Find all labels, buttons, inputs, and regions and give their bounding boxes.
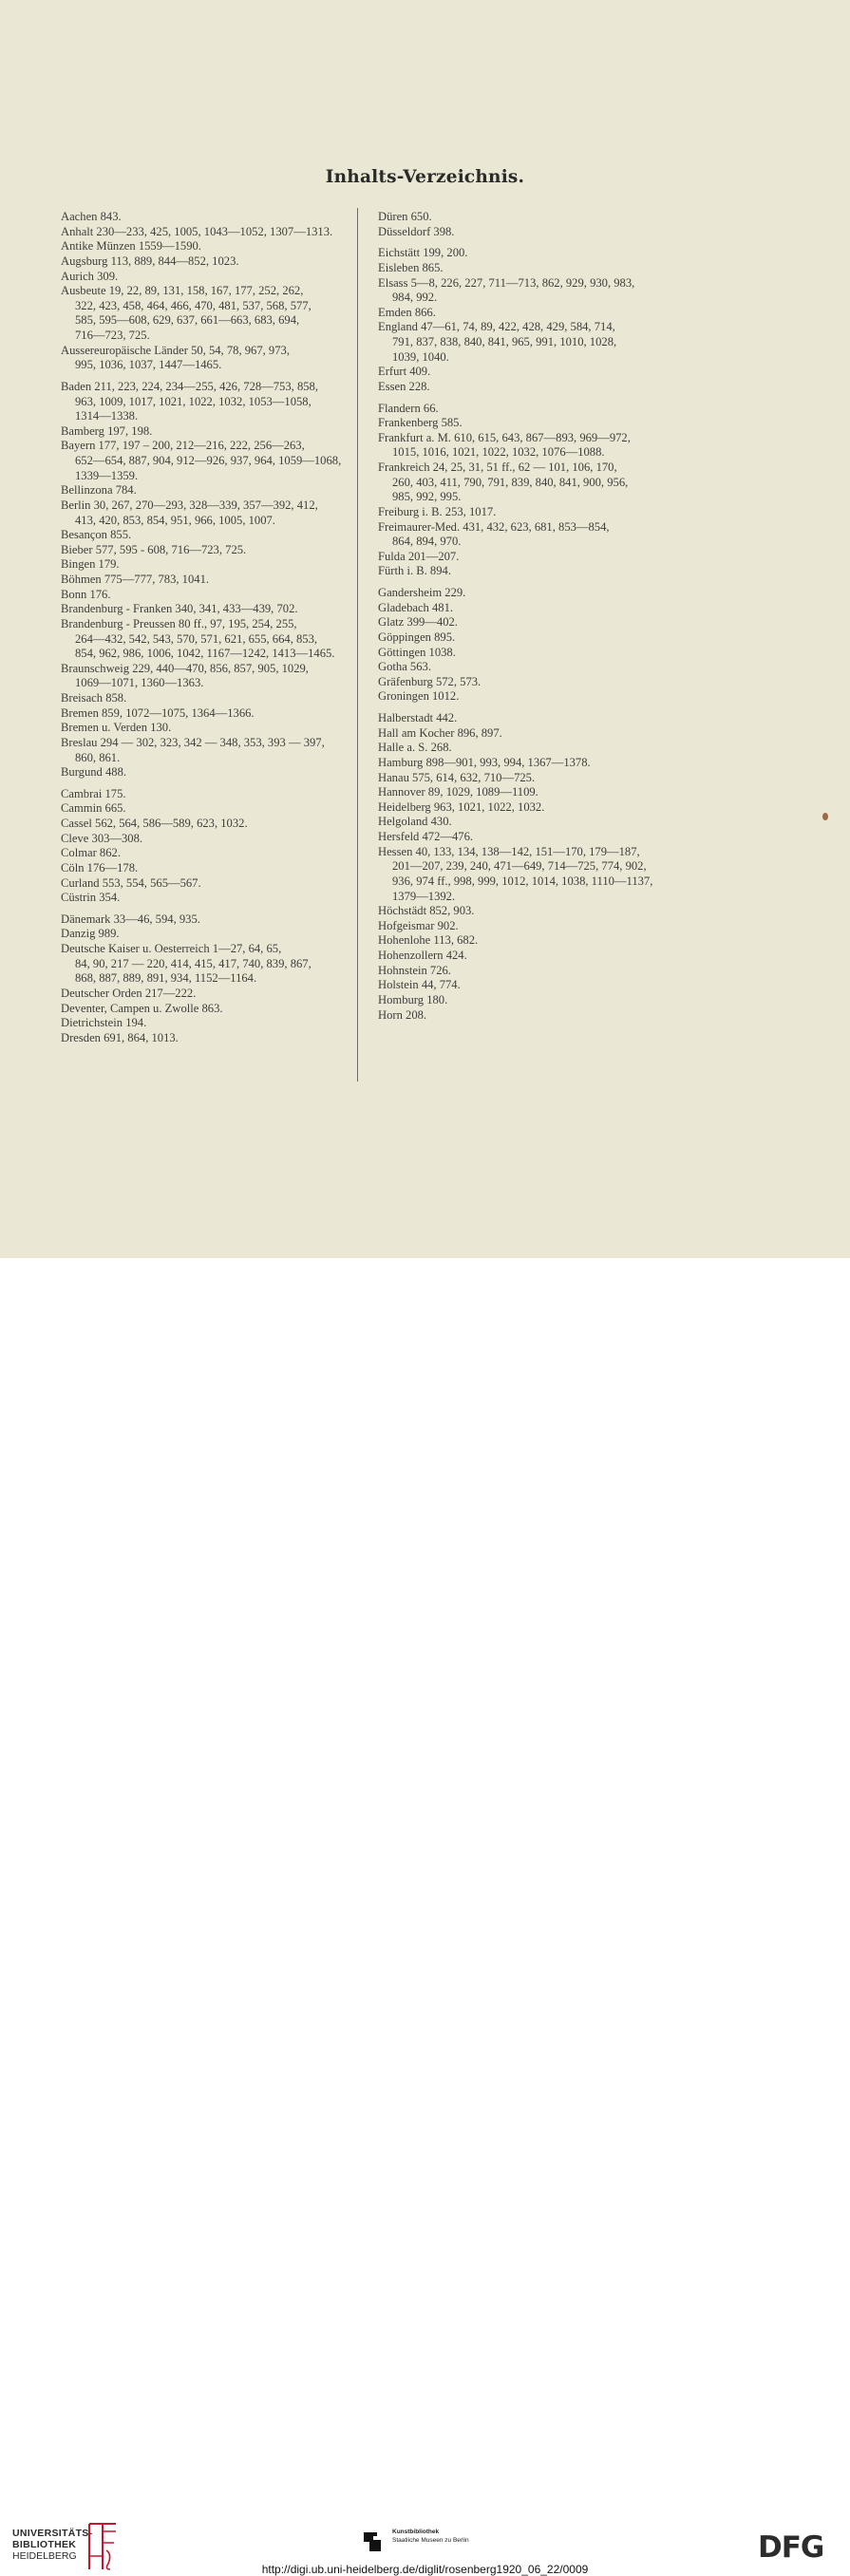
index-entry-line: Hamburg 898—901, 993, 994, 1367—1378. xyxy=(378,755,591,769)
index-entry xyxy=(378,402,672,417)
index-entry xyxy=(61,588,350,603)
index-entry xyxy=(61,1016,350,1031)
index-entry-line: Bellinzona 784. xyxy=(61,483,137,498)
index-entry xyxy=(61,801,350,817)
index-entry xyxy=(378,815,672,830)
index-entry-line: 963, 1009, 1017, 1021, 1022, 1032, 1053—1058, xyxy=(75,394,312,408)
index-entry-line: 984, 992. xyxy=(392,291,438,305)
index-entry-line: Bonn 176. xyxy=(61,587,111,601)
index-entry-line: Hofgeismar 902. xyxy=(378,918,459,932)
index-entry-line: 1069—1071, 1360—1363. xyxy=(75,676,204,690)
index-entry xyxy=(378,306,672,321)
index-entry-line: Curland 553, 554, 565—567. xyxy=(61,875,201,890)
index-entry-line: 84, 90, 217 — 220, 414, 415, 417, 740, 839, 867, xyxy=(75,956,312,970)
index-entry-line: Dietrichstein 194. xyxy=(61,1016,147,1030)
index-entry-line: Frankenberg 585. xyxy=(378,416,463,430)
index-entry-line: Groningen 1012. xyxy=(378,689,460,704)
index-entry-line: Cöln 176—178. xyxy=(61,860,139,874)
index-entry xyxy=(61,891,350,906)
index-entry xyxy=(378,550,672,565)
index-entry xyxy=(378,520,672,550)
index-entry xyxy=(61,284,350,344)
index-entry-line: Deutscher Orden 217—222. xyxy=(61,986,197,1000)
index-entry-line: Frankfurt a. M. 610, 615, 643, 867—893, 969—972, xyxy=(378,430,631,444)
index-entry xyxy=(378,320,672,365)
index-entry-line: Frankreich 24, 25, 31, 51 ff., 62 — 101, 106, 170, xyxy=(378,461,617,474)
index-entry xyxy=(378,210,672,225)
index-entry-line: 264—432, 542, 543, 570, 571, 621, 655, 664, 853, xyxy=(75,631,318,646)
index-entry-line: Gräfenburg 572, 573. xyxy=(378,674,482,688)
index-entry-line: 860, 861. xyxy=(75,750,121,764)
index-entry-line: Essen 228. xyxy=(378,379,430,393)
index-entry xyxy=(61,344,350,373)
index-entry-line: Göttingen 1038. xyxy=(378,645,456,659)
index-entry xyxy=(378,675,672,690)
index-entry xyxy=(378,601,672,616)
index-entry xyxy=(61,1002,350,1017)
index-entry-line: Aurich 309. xyxy=(61,269,119,283)
library-name-line2: BIBLIOTHEK xyxy=(12,2539,77,2550)
index-entry-line: Anhalt 230—233, 425, 1005, 1043—1052, 1307—1313. xyxy=(61,224,333,238)
index-entry xyxy=(61,662,350,691)
index-entry-line: Helgoland 430. xyxy=(378,815,452,829)
index-entry-line: Breisach 858. xyxy=(61,691,127,705)
index-entry xyxy=(378,741,672,756)
index-entry-line: Cleve 303—308. xyxy=(61,831,143,845)
kunstbibliothek-logo-text[interactable] xyxy=(392,2528,469,2545)
index-entry xyxy=(61,210,350,225)
index-entry xyxy=(378,261,672,276)
index-entry xyxy=(61,736,350,765)
index-entry-line: Berlin 30, 267, 270—293, 328—339, 357—392, 412, xyxy=(61,498,318,512)
index-entry xyxy=(61,787,350,802)
index-entry-line: Dänemark 33—46, 594, 935. xyxy=(61,912,200,926)
index-entry xyxy=(378,964,672,979)
index-entry-line: Cassel 562, 564, 586—589, 623, 1032. xyxy=(61,817,248,830)
index-entry xyxy=(378,933,672,949)
index-entry-line: 585, 595—608, 629, 637, 661—663, 683, 694, xyxy=(75,313,300,328)
index-entry-line: Hall am Kocher 896, 897. xyxy=(378,725,502,740)
index-entry xyxy=(378,276,672,306)
index-entry xyxy=(378,830,672,845)
index-entry-line: Brandenburg - Preussen 80 ff., 97, 195, 254, 255, xyxy=(61,616,297,630)
index-entry-line: Heidelberg 963, 1021, 1022, 1032. xyxy=(378,799,545,814)
index-entry-line: Freiburg i. B. 253, 1017. xyxy=(378,504,497,518)
index-entry-line: Fürth i. B. 894. xyxy=(378,564,451,578)
index-entry-line: Antike Münzen 1559—1590. xyxy=(61,239,201,254)
index-entry-line: Hohenzollern 424. xyxy=(378,949,467,962)
index-entry-line: Dresden 691, 864, 1013. xyxy=(61,1030,179,1044)
index-entry-line: Aachen 843. xyxy=(61,210,122,223)
index-entry-line: 1314—1338. xyxy=(75,409,139,423)
scanned-page xyxy=(0,0,850,1258)
index-entry xyxy=(378,711,672,726)
dfg-logo[interactable]: DFG xyxy=(758,2530,824,2565)
index-entry xyxy=(378,380,672,395)
index-entry-line: Gotha 563. xyxy=(378,660,431,674)
index-entry xyxy=(378,845,672,905)
index-entry xyxy=(61,498,350,528)
index-entry xyxy=(61,543,350,558)
index-entry-line: England 47—61, 74, 89, 422, 428, 429, 584, 714, xyxy=(378,320,615,334)
index-entry xyxy=(378,630,672,646)
index-entry xyxy=(61,691,350,706)
index-entry xyxy=(378,800,672,816)
index-entry-line: Ausbeute 19, 22, 89, 131, 158, 167, 177, 252, 262, xyxy=(61,284,304,298)
index-entry-line: Emden 866. xyxy=(378,305,436,319)
index-entry-line: Gladebach 481. xyxy=(378,600,454,614)
index-entry xyxy=(61,225,350,240)
index-entry xyxy=(378,785,672,800)
index-entry-line: 260, 403, 411, 790, 791, 839, 840, 841, 900, 956, xyxy=(392,475,629,489)
kb-name-line1: Kunstbibliothek xyxy=(392,2529,440,2535)
index-entry-line: Hanau 575, 614, 632, 710—725. xyxy=(378,770,536,784)
index-entry-line: 322, 423, 458, 464, 466, 470, 481, 537, 568, 577, xyxy=(75,298,312,312)
index-entry-line: 1339—1359. xyxy=(75,468,139,482)
index-entry-line: Deutsche Kaiser u. Oesterreich 1—27, 64, 65, xyxy=(61,942,282,955)
index-entry-line: 1015, 1016, 1021, 1022, 1032, 1076—1088. xyxy=(392,445,605,460)
index-entry-line: Augsburg 113, 889, 844—852, 1023. xyxy=(61,254,239,268)
index-entry-line: Burgund 488. xyxy=(61,765,127,780)
index-entry-line: Böhmen 775—777, 783, 1041. xyxy=(61,573,210,586)
index-entry-line: Hersfeld 472—476. xyxy=(378,830,474,843)
index-entry-line: Cambrai 175. xyxy=(61,786,126,800)
index-entry-line: Eisleben 865. xyxy=(378,260,444,274)
index-entry xyxy=(378,431,672,461)
index-entry-line: Bieber 577, 595 - 608, 716—723, 725. xyxy=(61,542,247,556)
kunstbibliothek-logo-icon[interactable] xyxy=(362,2530,385,2553)
index-entry xyxy=(61,573,350,588)
index-entry-line: 995, 1036, 1037, 1447—1465. xyxy=(75,358,222,372)
index-entry xyxy=(378,756,672,771)
index-entry xyxy=(61,557,350,573)
index-entry-line: Düren 650. xyxy=(378,210,432,223)
index-entry xyxy=(378,993,672,1008)
index-entry-line: Fulda 201—207. xyxy=(378,549,460,563)
index-entry-line: Eichstätt 199, 200. xyxy=(378,246,468,260)
index-entry-line: Baden 211, 223, 224, 234—255, 426, 728—753, 858, xyxy=(61,379,318,393)
index-entry xyxy=(61,832,350,847)
index-entry-line: Glatz 399—402. xyxy=(378,615,458,630)
index-entry xyxy=(378,726,672,742)
index-entry xyxy=(61,254,350,270)
index-entry xyxy=(61,1031,350,1046)
index-entry xyxy=(378,689,672,705)
index-entry xyxy=(378,919,672,934)
index-entry-line: Höchstädt 852, 903. xyxy=(378,904,475,918)
index-entry xyxy=(378,771,672,786)
index-entry-line: Homburg 180. xyxy=(378,992,448,1006)
index-entry xyxy=(378,615,672,630)
library-name-line3: HEIDELBERG xyxy=(12,2550,77,2562)
index-entry-line: 868, 887, 889, 891, 934, 1152—1164. xyxy=(75,971,257,986)
index-entry xyxy=(378,646,672,661)
index-entry-line: Deventer, Campen u. Zwolle 863. xyxy=(61,1001,223,1015)
index-entry-line: Bayern 177, 197 – 200, 212—216, 222, 256—263, xyxy=(61,439,305,453)
index-entry-line: 854, 962, 986, 1006, 1042, 1167—1242, 1413—1465. xyxy=(75,647,335,661)
index-entry xyxy=(61,765,350,780)
permalink-url[interactable]: http://digi.ub.uni-heidelberg.de/diglit/rosenberg1920_06_22/0009 xyxy=(261,2563,589,2576)
index-entry xyxy=(378,978,672,993)
index-entry-line: 201—207, 239, 240, 471—649, 714—725, 774, 902, xyxy=(392,859,647,874)
index-entry xyxy=(61,617,350,662)
index-entry-line: Hohenlohe 113, 682. xyxy=(378,933,479,948)
page-title: Inhalts-Verzeichnis. xyxy=(325,167,525,187)
index-entry-line: Brandenburg - Franken 340, 341, 433—439, 702. xyxy=(61,602,298,616)
index-entry-line: Elsass 5—8, 226, 227, 711—713, 862, 929, 930, 983, xyxy=(378,275,635,290)
index-entry-line: Freimaurer-Med. 431, 432, 623, 681, 853—854, xyxy=(378,519,610,534)
index-entry-line: Cüstrin 354. xyxy=(61,891,121,905)
index-entry-line: 985, 992, 995. xyxy=(392,490,462,504)
index-entry xyxy=(378,564,672,579)
index-entry xyxy=(378,225,672,240)
kb-name-line2: Staatliche Museen zu Berlin xyxy=(392,2537,469,2544)
index-entry-line: Halle a. S. 268. xyxy=(378,741,452,755)
index-entry xyxy=(378,246,672,261)
index-entry xyxy=(378,660,672,675)
index-entry xyxy=(378,904,672,919)
index-entry-line: Besançon 855. xyxy=(61,528,132,542)
index-entry-line: 413, 420, 853, 854, 951, 966, 1005, 1007. xyxy=(75,513,275,527)
index-entry xyxy=(61,876,350,892)
index-entry xyxy=(61,817,350,832)
index-entry-line: 1039, 1040. xyxy=(392,349,449,364)
index-entry-line: Cammin 665. xyxy=(61,801,126,816)
index-entry-line: Bingen 179. xyxy=(61,557,120,572)
index-entry xyxy=(61,270,350,285)
index-entry-line: 864, 894, 970. xyxy=(392,535,462,549)
index-entry-line: Erfurt 409. xyxy=(378,365,431,379)
index-column-left xyxy=(61,210,350,1045)
index-entry-line: Gandersheim 229. xyxy=(378,586,466,599)
index-column-right xyxy=(378,210,672,1023)
index-entry xyxy=(61,912,350,928)
index-entry xyxy=(61,987,350,1002)
index-entry xyxy=(61,602,350,617)
index-entry xyxy=(61,380,350,424)
index-entry-line: Braunschweig 229, 440—470, 856, 857, 905, 1029, xyxy=(61,661,309,675)
viewer-footer xyxy=(0,1258,850,2576)
index-entry-line: Hannover 89, 1029, 1089—1109. xyxy=(378,785,538,799)
index-entry xyxy=(61,721,350,736)
index-entry-line: Halberstadt 442. xyxy=(378,711,458,724)
index-entry-line: 936, 974 ff., 998, 999, 1012, 1014, 1038, 1110—1137, xyxy=(392,874,653,888)
index-entry-line: 791, 837, 838, 840, 841, 965, 991, 1010, 1028, xyxy=(392,335,617,348)
index-entry xyxy=(61,528,350,543)
index-entry xyxy=(61,239,350,254)
index-entry xyxy=(61,424,350,440)
library-name-line1: UNIVERSITÄTS- xyxy=(12,2528,93,2539)
index-entry-line: Bremen u. Verden 130. xyxy=(61,721,172,735)
index-entry-line: 1379—1392. xyxy=(392,889,456,903)
index-entry-line: Hessen 40, 133, 134, 138—142, 151—170, 179—187, xyxy=(378,844,640,858)
index-entry-line: Düsseldorf 398. xyxy=(378,224,455,238)
index-entry xyxy=(61,927,350,942)
index-entry xyxy=(61,706,350,722)
index-entry xyxy=(378,365,672,380)
index-entry-line: Horn 208. xyxy=(378,1007,427,1022)
index-entry xyxy=(378,416,672,431)
index-entry-line: Breslau 294 — 302, 323, 342 — 348, 353, 393 — 397, xyxy=(61,735,325,749)
index-entry xyxy=(378,461,672,505)
index-entry xyxy=(61,942,350,987)
index-entry-line: Hohnstein 726. xyxy=(378,963,451,977)
index-entry-line: Holstein 44, 774. xyxy=(378,978,461,992)
index-entry-line: Bremen 859, 1072—1075, 1364—1366. xyxy=(61,705,255,720)
index-entry-line: 652—654, 887, 904, 912—926, 937, 964, 1059—1068, xyxy=(75,454,342,467)
index-entry-line: 716—723, 725. xyxy=(75,329,150,342)
index-entry-line: Göppingen 895. xyxy=(378,630,456,644)
index-entry-line: Flandern 66. xyxy=(378,401,439,415)
index-entry-line: Aussereuropäische Länder 50, 54, 78, 967, 973, xyxy=(61,343,290,357)
column-divider xyxy=(357,208,358,1081)
index-entry xyxy=(61,483,350,498)
ub-heidelberg-logo-text[interactable] xyxy=(12,2528,92,2562)
index-entry xyxy=(61,861,350,876)
index-entry xyxy=(61,846,350,861)
paper-stain xyxy=(822,813,828,820)
index-entry xyxy=(378,505,672,520)
index-entry xyxy=(378,586,672,601)
index-entry xyxy=(378,949,672,964)
index-entry-line: Colmar 862. xyxy=(61,846,121,860)
index-entry-line: Bamberg 197, 198. xyxy=(61,423,153,438)
index-entry xyxy=(61,439,350,483)
index-entry xyxy=(378,1008,672,1024)
index-entry-line: Danzig 989. xyxy=(61,927,120,941)
